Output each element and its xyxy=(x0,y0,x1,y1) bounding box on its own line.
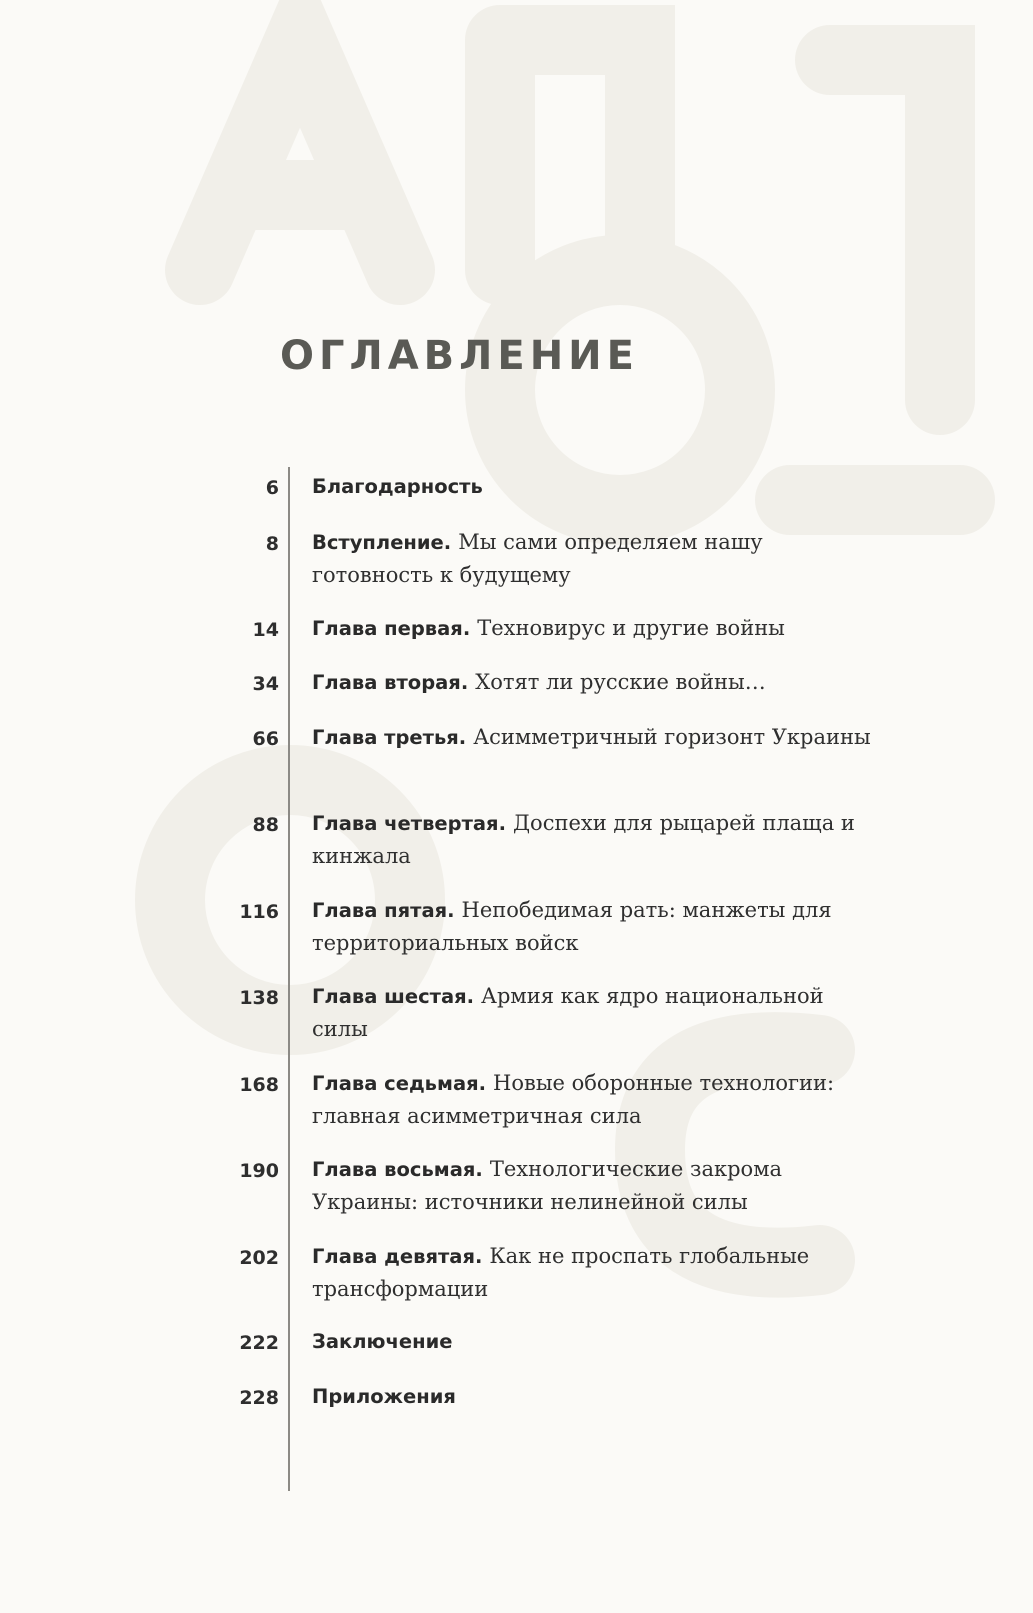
toc-entry-description: Хотят ли русские войны… xyxy=(475,670,766,694)
toc-page-number: 222 xyxy=(239,1332,279,1354)
toc-entry-label: Глава восьмая. xyxy=(312,1158,483,1181)
toc-page-number: 88 xyxy=(252,814,279,836)
toc-entry-label: Приложения xyxy=(312,1385,456,1408)
toc-entry-description: Техновирус и другие войны xyxy=(477,616,785,640)
toc-page-number: 34 xyxy=(252,673,279,695)
toc-entry-description: Как не проспать глобальные трансформации xyxy=(312,1244,810,1301)
toc-entry-label: Заключение xyxy=(312,1330,453,1353)
toc-page-number: 168 xyxy=(239,1074,279,1096)
toc-entry-text xyxy=(312,980,882,1046)
toc-entry-text xyxy=(312,807,882,873)
toc-entry-label: Глава пятая. xyxy=(312,899,455,922)
toc-entry-text xyxy=(312,1240,882,1306)
toc-entry-text xyxy=(312,894,882,960)
toc-entry-description: Мы сами определяем нашу готовность к будущему xyxy=(312,530,763,587)
toc-entry-text xyxy=(312,1325,882,1358)
toc-entry-description: Армия как ядро национальной силы xyxy=(312,984,824,1041)
toc-entry-text xyxy=(312,1153,882,1219)
toc-page-number: 228 xyxy=(239,1387,279,1409)
toc-entry-label: Глава вторая. xyxy=(312,671,469,694)
toc-entry-text xyxy=(312,612,882,645)
toc-entry-label: Вступление. xyxy=(312,531,452,554)
toc-entry-label: Глава первая. xyxy=(312,617,471,640)
toc-entry-text xyxy=(312,526,882,592)
toc-entry-label: Благодарность xyxy=(312,475,483,498)
toc-entry-label: Глава седьмая. xyxy=(312,1072,487,1095)
toc-page-number: 116 xyxy=(239,901,279,923)
toc-entry-label: Глава четвертая. xyxy=(312,812,506,835)
toc-page-number: 138 xyxy=(239,987,279,1009)
toc-divider-line xyxy=(288,467,290,1491)
toc-entry-description: Новые оборонные технологии: главная асимметричная сила xyxy=(312,1071,835,1128)
toc-entry-label: Глава девятая. xyxy=(312,1245,483,1268)
toc-entry-text xyxy=(312,1380,882,1413)
toc-page-number: 6 xyxy=(265,477,279,499)
toc-entry-description: Асимметричный горизонт Украины xyxy=(473,725,871,749)
toc-entry-description: Технологические закрома Украины: источники нелинейной силы xyxy=(312,1157,783,1214)
toc-entry-text xyxy=(312,1067,882,1133)
toc-entry-text xyxy=(312,666,882,699)
toc-page-number: 8 xyxy=(265,533,279,555)
toc-page-number: 14 xyxy=(252,619,279,641)
toc-page-number: 190 xyxy=(239,1160,279,1182)
toc-entry-description: Непобедимая рать: манжеты для территориальных войск xyxy=(312,898,832,955)
toc-entry-label: Глава третья. xyxy=(312,726,467,749)
toc-entry-text xyxy=(312,721,882,754)
toc-entry-label: Глава шестая. xyxy=(312,985,475,1008)
toc-entry-description: Доспехи для рыцарей плаща и кинжала xyxy=(312,811,855,868)
toc-page-number: 66 xyxy=(252,728,279,750)
toc-page-number: 202 xyxy=(239,1247,279,1269)
toc-entry-text xyxy=(312,470,882,503)
page-title: ОГЛАВЛЕНИЕ xyxy=(280,333,639,379)
